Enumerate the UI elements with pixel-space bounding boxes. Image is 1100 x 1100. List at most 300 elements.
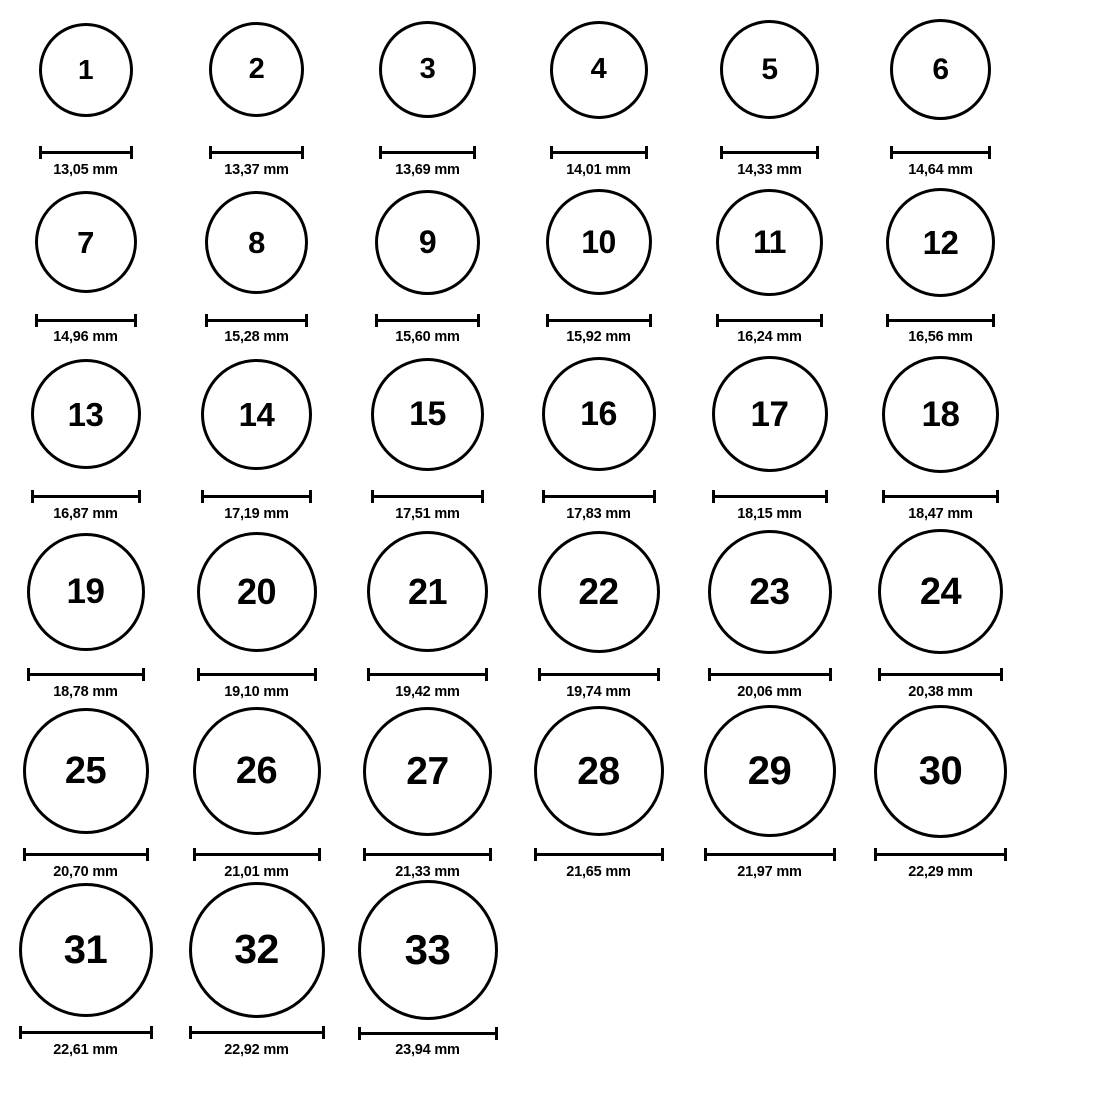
ring-circle [890, 19, 991, 120]
ring-size-cell [342, 0, 513, 178]
ruler-bar [358, 1032, 498, 1035]
ring-diameter-ruler [31, 490, 141, 501]
ring-circle [874, 705, 1007, 838]
ring-size-number: 6 [932, 52, 949, 86]
ring-size-cell [342, 522, 513, 700]
ring-circle-wrap [684, 345, 855, 483]
ring-circle [546, 189, 652, 295]
ring-size-number: 20 [236, 570, 277, 612]
ring-size-number: 4 [590, 53, 607, 86]
ring-circle [371, 358, 484, 471]
ring-circle-wrap [684, 522, 855, 661]
ruler-bar [201, 495, 312, 498]
ruler-tick-left [23, 848, 26, 861]
ruler-bar [886, 319, 995, 322]
ring-circle-wrap [342, 0, 513, 139]
ring-size-cell [0, 522, 171, 700]
ring-size-number: 25 [64, 750, 107, 792]
ring-size-number: 3 [419, 53, 436, 86]
ring-diameter-ruler [358, 1027, 498, 1037]
ruler-tick-left [27, 668, 30, 681]
ruler-bar [550, 151, 648, 154]
ruler-tick-left [546, 314, 549, 327]
ruler-tick-right [657, 668, 660, 681]
ring-circle-wrap [684, 701, 855, 841]
ring-diameter-ruler [716, 314, 823, 324]
ring-size-cell [513, 178, 684, 345]
ruler-tick-right [825, 490, 828, 503]
ruler-tick-left [534, 848, 537, 861]
ring-diameter-ruler [209, 146, 304, 157]
ruler-bar [546, 319, 652, 322]
ring-circle-wrap [855, 178, 1026, 307]
ring-diameter-label: 22,92 mm [224, 1042, 289, 1058]
ring-row [0, 522, 1100, 700]
ring-diameter-ruler [534, 848, 664, 859]
ruler-tick-right [138, 490, 141, 503]
ring-circle-wrap [855, 345, 1026, 483]
ring-diameter-ruler [546, 314, 652, 324]
ring-diameter-ruler [189, 1026, 325, 1037]
ring-circle [712, 356, 828, 472]
ruler-tick-right [1000, 668, 1003, 681]
ring-circle-wrap [684, 0, 855, 139]
ruler-tick-right [142, 668, 145, 681]
ring-diameter-ruler [720, 146, 819, 157]
ring-size-number: 7 [77, 224, 94, 260]
ring-size-cell [684, 700, 855, 880]
ruler-tick-left [31, 490, 34, 503]
ring-diameter-label: 16,24 mm [737, 329, 802, 345]
ring-size-number: 33 [404, 926, 451, 973]
ring-size-number: 13 [67, 395, 104, 433]
ring-diameter-ruler [205, 314, 308, 324]
ring-size-cell [342, 880, 513, 1058]
ruler-tick-right [146, 848, 149, 861]
ring-row [0, 345, 1100, 522]
ring-size-cell [513, 700, 684, 880]
ring-size-cell [855, 0, 1026, 178]
ring-diameter-label: 13,37 mm [224, 162, 289, 178]
ring-circle [379, 21, 476, 118]
ring-size-cell [855, 522, 1026, 700]
ring-circle [39, 23, 133, 117]
ring-circle-wrap [171, 0, 342, 139]
ring-circle-wrap [0, 701, 171, 841]
ring-circle [209, 22, 304, 117]
ring-size-cell [684, 0, 855, 178]
ruler-bar [890, 151, 991, 154]
ring-circle-wrap [171, 701, 342, 841]
ruler-tick-right [649, 314, 652, 327]
ring-size-cell [0, 700, 171, 880]
ring-circle-wrap [342, 880, 513, 1020]
ring-diameter-label: 21,97 mm [737, 864, 802, 880]
ring-diameter-label: 19,10 mm [224, 684, 289, 700]
ruler-tick-left [189, 1026, 192, 1039]
ring-circle [716, 189, 823, 296]
ring-circle-wrap [0, 345, 171, 483]
ruler-bar [538, 673, 660, 676]
ring-circle-wrap [171, 345, 342, 483]
ruler-tick-right [645, 146, 648, 159]
ring-size-number: 17 [750, 394, 789, 434]
ring-circle [205, 191, 308, 294]
ring-circle [534, 706, 664, 836]
ring-circle [193, 707, 321, 835]
ruler-tick-right [829, 668, 832, 681]
ring-circle [550, 21, 648, 119]
ring-circle-wrap [513, 701, 684, 841]
ruler-tick-right [134, 314, 137, 327]
ring-diameter-ruler [371, 490, 484, 501]
ring-diameter-label: 14,01 mm [566, 162, 631, 178]
ring-diameter-ruler [538, 668, 660, 679]
ruler-bar [534, 853, 664, 856]
ruler-tick-left [720, 146, 723, 159]
ring-circle-wrap [513, 345, 684, 483]
ring-size-number: 29 [747, 749, 792, 793]
ring-circle [201, 359, 312, 470]
ring-size-cell [855, 345, 1026, 522]
ruler-bar [197, 673, 317, 676]
ruler-bar [712, 495, 828, 498]
ring-circle-wrap [0, 0, 171, 139]
ring-diameter-label: 18,47 mm [908, 506, 973, 522]
ring-diameter-label: 20,70 mm [53, 864, 118, 880]
ring-size-number: 8 [248, 224, 265, 260]
ruler-tick-left [716, 314, 719, 327]
ring-size-cell [171, 880, 342, 1058]
ring-diameter-ruler [375, 314, 480, 324]
ruler-tick-left [874, 848, 877, 861]
ring-diameter-label: 23,94 mm [395, 1042, 460, 1058]
ring-size-number: 31 [63, 927, 108, 972]
ring-size-cell [171, 522, 342, 700]
ruler-tick-right [473, 146, 476, 159]
ring-diameter-label: 16,87 mm [53, 506, 118, 522]
ring-circle [35, 191, 137, 293]
ruler-tick-right [653, 490, 656, 503]
ring-row [0, 178, 1100, 345]
ring-size-number: 11 [753, 224, 786, 261]
ruler-bar [708, 673, 832, 676]
ring-circle-wrap [342, 178, 513, 307]
ruler-tick-right [1004, 848, 1007, 861]
ring-diameter-ruler [193, 848, 321, 859]
ruler-tick-left [886, 314, 889, 327]
ruler-bar [542, 495, 656, 498]
ring-size-number: 1 [77, 53, 94, 85]
ruler-tick-right [661, 848, 664, 861]
ring-circle [358, 880, 498, 1020]
ring-size-number: 2 [248, 53, 265, 86]
ruler-tick-left [367, 668, 370, 681]
ring-diameter-ruler [39, 146, 133, 157]
ring-diameter-label: 13,69 mm [395, 162, 460, 178]
ruler-tick-left [878, 668, 881, 681]
ruler-tick-right [314, 668, 317, 681]
ring-size-number: 5 [761, 52, 778, 86]
ruler-tick-left [193, 848, 196, 861]
ring-circle-wrap [342, 522, 513, 661]
ring-size-number: 26 [235, 750, 278, 792]
ring-diameter-ruler [708, 668, 832, 679]
ring-circle-wrap [0, 880, 171, 1019]
ring-diameter-ruler [379, 146, 476, 157]
ring-size-number: 15 [409, 395, 446, 434]
ring-circle [375, 190, 480, 295]
ruler-tick-left [704, 848, 707, 861]
ring-size-cell [513, 522, 684, 700]
ring-diameter-ruler [712, 490, 828, 501]
ring-circle-wrap [513, 522, 684, 661]
ring-diameter-label: 22,29 mm [908, 864, 973, 880]
ring-size-number: 30 [918, 749, 963, 793]
ring-diameter-ruler [878, 668, 1003, 679]
ring-row [0, 0, 1100, 178]
ring-size-number: 10 [581, 224, 616, 261]
ring-diameter-label: 18,78 mm [53, 684, 118, 700]
ring-row [0, 700, 1100, 880]
ruler-tick-right [477, 314, 480, 327]
ring-size-cell [171, 0, 342, 178]
ring-diameter-label: 21,01 mm [224, 864, 289, 880]
ruler-tick-left [550, 146, 553, 159]
ring-diameter-ruler [197, 668, 317, 679]
ring-size-number: 28 [577, 749, 620, 793]
ring-diameter-ruler [35, 314, 137, 324]
ring-circle [189, 882, 325, 1018]
ruler-tick-left [363, 848, 366, 861]
ruler-tick-left [538, 668, 541, 681]
ring-diameter-label: 15,28 mm [224, 329, 289, 345]
ruler-bar [704, 853, 836, 856]
ring-size-cell [684, 178, 855, 345]
ruler-bar [874, 853, 1007, 856]
ring-size-cell [0, 178, 171, 345]
ring-row [0, 880, 1100, 1058]
ring-diameter-ruler [19, 1026, 153, 1037]
ring-circle-wrap [171, 880, 342, 1019]
ring-size-number: 21 [407, 570, 448, 612]
ring-circle-wrap [513, 178, 684, 307]
ruler-tick-right [816, 146, 819, 159]
ring-size-cell [684, 345, 855, 522]
ruler-bar [27, 673, 145, 676]
ring-diameter-ruler [890, 146, 991, 157]
ring-diameter-ruler [201, 490, 312, 501]
ring-circle [720, 20, 819, 119]
ring-circle [704, 705, 836, 837]
ring-size-cell [684, 880, 855, 1058]
ring-size-cell [171, 178, 342, 345]
ruler-bar [716, 319, 823, 322]
ring-circle [886, 188, 995, 297]
ruler-tick-left [358, 1027, 361, 1040]
ring-size-cell [0, 880, 171, 1058]
ring-circle [27, 533, 145, 651]
ring-size-cell [513, 0, 684, 178]
ring-size-cell [171, 345, 342, 522]
ring-circle-wrap [513, 0, 684, 139]
ruler-tick-right [485, 668, 488, 681]
ring-circle-wrap [171, 522, 342, 661]
ring-circle-wrap [342, 701, 513, 841]
ring-size-number: 12 [922, 223, 959, 261]
ring-size-number: 19 [66, 572, 105, 612]
ruler-tick-left [882, 490, 885, 503]
ring-diameter-label: 20,38 mm [908, 684, 973, 700]
ruler-bar [193, 853, 321, 856]
ring-diameter-label: 18,15 mm [737, 506, 802, 522]
ruler-tick-left [197, 668, 200, 681]
ruler-tick-right [322, 1026, 325, 1039]
ring-diameter-ruler [886, 314, 995, 324]
ring-diameter-label: 14,64 mm [908, 162, 973, 178]
ring-circle [363, 707, 492, 836]
ring-size-cell [342, 345, 513, 522]
ring-diameter-ruler [704, 848, 836, 859]
ring-circle-wrap [171, 178, 342, 307]
ruler-tick-right [988, 146, 991, 159]
ring-circle [708, 530, 832, 654]
ring-circle-wrap [855, 522, 1026, 661]
ring-size-cell [342, 178, 513, 345]
ruler-tick-left [19, 1026, 22, 1039]
ring-size-number: 24 [919, 570, 962, 613]
ruler-tick-left [542, 490, 545, 503]
ring-diameter-label: 14,33 mm [737, 162, 802, 178]
ruler-tick-right [130, 146, 133, 159]
ruler-bar [35, 319, 137, 322]
ring-size-number: 27 [406, 749, 449, 793]
ring-circle-wrap [855, 701, 1026, 841]
ruler-tick-right [318, 848, 321, 861]
ruler-tick-right [150, 1026, 153, 1039]
ruler-tick-left [375, 314, 378, 327]
ring-size-number: 9 [418, 224, 437, 261]
ring-diameter-label: 19,42 mm [395, 684, 460, 700]
ring-diameter-label: 21,33 mm [395, 864, 460, 880]
ruler-tick-left [209, 146, 212, 159]
ring-diameter-ruler [367, 668, 488, 679]
ruler-tick-right [481, 490, 484, 503]
ring-circle-wrap [855, 0, 1026, 139]
ring-diameter-ruler [27, 668, 145, 679]
ring-diameter-label: 17,51 mm [395, 506, 460, 522]
ring-circle [538, 531, 660, 653]
ring-diameter-label: 17,83 mm [566, 506, 631, 522]
ruler-bar [367, 673, 488, 676]
ring-diameter-label: 16,56 mm [908, 329, 973, 345]
ruler-tick-right [495, 1027, 498, 1040]
ring-diameter-label: 14,96 mm [53, 329, 118, 345]
ring-diameter-ruler [874, 848, 1007, 859]
ruler-bar [363, 853, 492, 856]
ring-size-number: 32 [234, 926, 279, 973]
ruler-tick-right [833, 848, 836, 861]
ruler-bar [19, 1031, 153, 1034]
ring-circle-wrap [0, 522, 171, 661]
ring-diameter-ruler [882, 490, 999, 501]
ring-diameter-label: 15,92 mm [566, 329, 631, 345]
ring-diameter-ruler [363, 848, 492, 859]
ruler-bar [39, 151, 133, 154]
ruler-bar [720, 151, 819, 154]
ruler-bar [882, 495, 999, 498]
ring-diameter-label: 21,65 mm [566, 864, 631, 880]
ring-size-cell [0, 0, 171, 178]
ruler-tick-right [309, 490, 312, 503]
ring-diameter-label: 13,05 mm [53, 162, 118, 178]
ruler-tick-left [205, 314, 208, 327]
ring-diameter-ruler [542, 490, 656, 501]
ring-circle-wrap [0, 178, 171, 307]
ring-circle-wrap [342, 345, 513, 483]
ruler-tick-left [39, 146, 42, 159]
ring-circle [542, 357, 656, 471]
ruler-tick-left [890, 146, 893, 159]
ring-circle [197, 532, 317, 652]
ruler-tick-left [35, 314, 38, 327]
ring-size-cell [171, 700, 342, 880]
ring-diameter-ruler [550, 146, 648, 157]
ring-diameter-ruler [23, 848, 149, 859]
ring-size-number: 23 [749, 571, 790, 613]
ruler-tick-right [305, 314, 308, 327]
ring-diameter-label: 20,06 mm [737, 684, 802, 700]
ruler-bar [205, 319, 308, 322]
ruler-tick-left [712, 490, 715, 503]
ring-circle-wrap [684, 178, 855, 307]
ring-size-cell [855, 178, 1026, 345]
ruler-bar [375, 319, 480, 322]
ruler-tick-left [201, 490, 204, 503]
ring-diameter-label: 15,60 mm [395, 329, 460, 345]
ruler-tick-right [996, 490, 999, 503]
ring-diameter-label: 22,61 mm [53, 1042, 118, 1058]
ruler-tick-right [820, 314, 823, 327]
ruler-bar [878, 673, 1003, 676]
ring-circle [19, 883, 153, 1017]
ruler-tick-right [992, 314, 995, 327]
ruler-tick-left [708, 668, 711, 681]
ring-size-number: 16 [580, 395, 617, 434]
ring-size-cell [513, 345, 684, 522]
ring-diameter-label: 19,74 mm [566, 684, 631, 700]
ruler-tick-left [379, 146, 382, 159]
ring-size-cell [342, 700, 513, 880]
ring-size-cell [684, 522, 855, 700]
ruler-tick-left [371, 490, 374, 503]
ring-circle [23, 708, 149, 834]
ruler-bar [209, 151, 304, 154]
ruler-bar [379, 151, 476, 154]
ring-circle [367, 531, 488, 652]
ring-diameter-label: 17,19 mm [224, 506, 289, 522]
ring-circle [31, 359, 141, 469]
ruler-bar [31, 495, 141, 498]
ring-size-number: 22 [578, 571, 619, 613]
ring-size-cell [513, 880, 684, 1058]
ruler-bar [189, 1031, 325, 1034]
ring-size-cell [855, 880, 1026, 1058]
ring-circle [878, 529, 1003, 654]
ruler-tick-right [489, 848, 492, 861]
ruler-bar [23, 853, 149, 856]
ring-circle [882, 356, 999, 473]
